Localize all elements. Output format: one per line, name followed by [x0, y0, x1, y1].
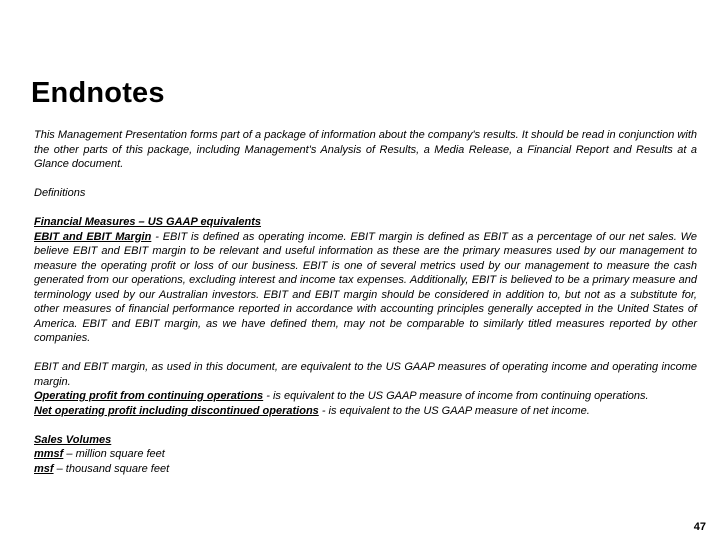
page-title: Endnotes: [31, 77, 165, 109]
operating-profit-text: - is equivalent to the US GAAP measure of income from continuing operations.: [263, 390, 649, 402]
operating-profit-definition: [34, 389, 697, 404]
net-operating-profit-text: - is equivalent to the US GAAP measure of net income.: [318, 404, 590, 417]
ebit-text: - EBIT is defined as operating income. EBIT margin is defined as EBIT as a percentage of our net sales. We believe EBIT and EBIT margin to be relevant and useful information as these are the primary measures used by our management to measure the operating profit or loss of our business. EBIT is one of several metrics used by our management to measure the cash generated from our operations, excluding interest and income tax expenses. Additionally, EBIT is believed to be a primary measure and terminology used by our Australian investors. EBIT and EBIT margin should be considered in addition to, but not as a substitute for, other measures of financial performance reported in accordance with accounting principles generally accepted in the United States of America. EBIT and EBIT margin, as we have defined them, may not be comparable to similarly titled measures reported by other companies.: [34, 230, 697, 344]
financial-measures-heading: Financial Measures – US GAAP equivalents: [34, 216, 262, 228]
intro-paragraph: This Management Presentation forms part of a package of information about the company's results. It should be read in conjunction with the other parts of this package, including Management's Analysis of Results, a Media Release, a Financial Report and Results at a Glance document.: [34, 129, 697, 170]
msf-term: msf: [34, 462, 54, 475]
ebit-definition: [34, 230, 697, 346]
definitions-heading: Definitions: [34, 187, 86, 199]
mmsf-definition: [34, 447, 697, 462]
msf-text: – thousand square feet: [53, 462, 170, 475]
net-operating-profit-term: Net operating profit including discontinued operations: [34, 404, 319, 417]
ebit-equivalence: EBIT and EBIT margin, as used in this document, are equivalent to the US GAAP measures of operating income and operating income margin.: [34, 361, 697, 388]
operating-profit-term: Operating profit from continuing operations: [34, 390, 264, 402]
mmsf-text: – million square feet: [63, 448, 165, 460]
page-number: 47: [693, 521, 706, 533]
ebit-term: EBIT and EBIT Margin: [34, 230, 152, 243]
mmsf-term: mmsf: [34, 448, 64, 460]
endnotes-body: [34, 128, 697, 476]
sales-volumes-heading: Sales Volumes: [34, 433, 112, 446]
msf-definition: [34, 462, 697, 477]
net-operating-profit-definition: [34, 404, 697, 419]
